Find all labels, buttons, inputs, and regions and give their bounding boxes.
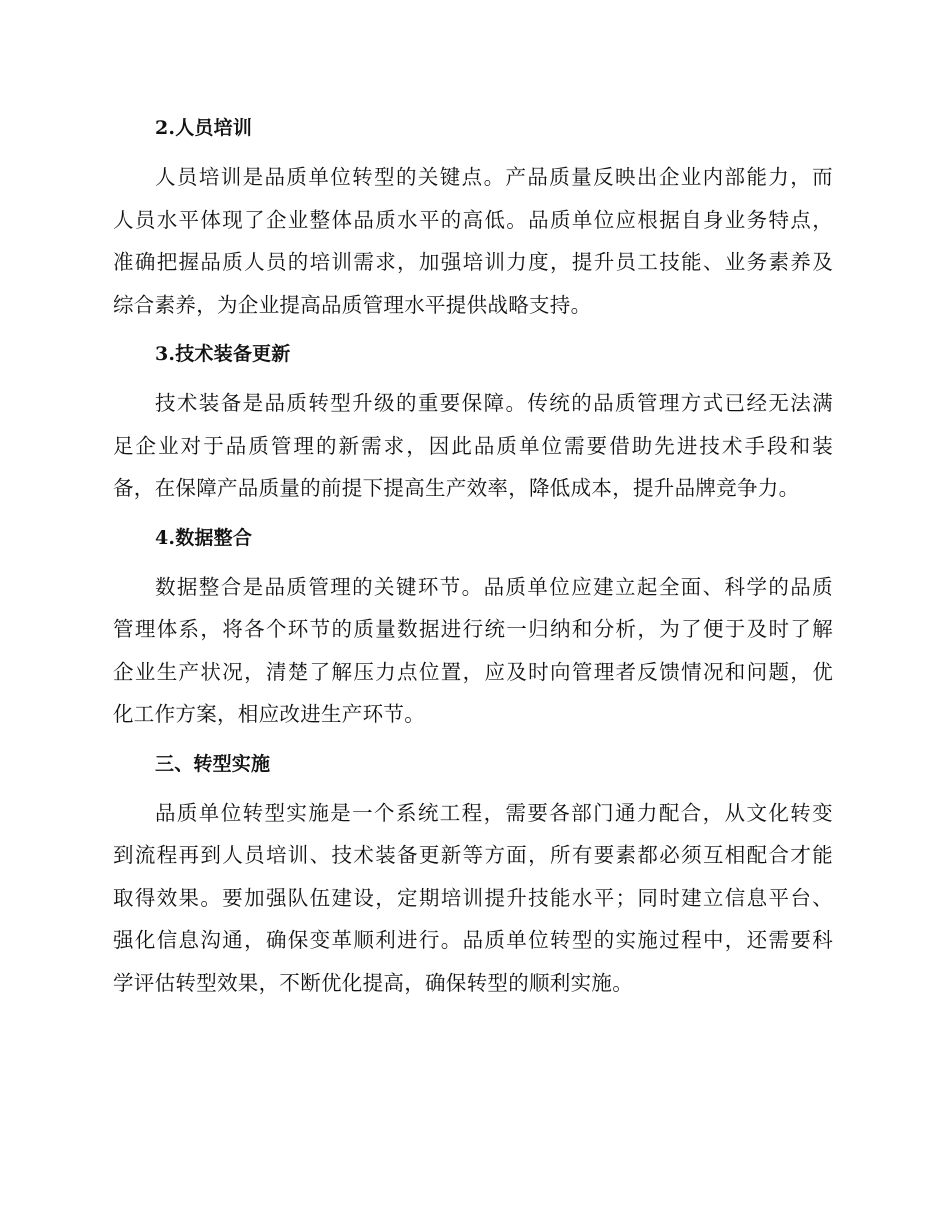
paragraph-line: 取得效果。要加强队伍建设，定期培训提升技能水平；同时建立信息平台、: [113, 885, 833, 910]
paragraph-line: 品质单位转型实施是一个系统工程，需要各部门通力配合，从文化转变: [155, 800, 833, 825]
paragraph-line: 管理体系，将各个环节的质量数据进行统一归纳和分析，为了便于及时了解: [113, 617, 833, 641]
paragraph-line: 数据整合是品质管理的关键环节。品质单位应建立起全面、科学的品质: [155, 574, 833, 599]
paragraph-line: 备，在保障产品质量的前提下提高生产效率，降低成本，提升品牌竞争力。: [113, 476, 800, 500]
paragraph-line: 准确把握品质人员的培训需求，加强培训力度，提升员工技能、业务素养及: [113, 250, 833, 274]
section-equipment-update: [113, 334, 833, 510]
section-heading: 三、转型实施: [155, 752, 271, 775]
paragraph-line: 足企业对于品质管理的新需求，因此品质单位需要借助先进技术手段和装: [113, 433, 833, 458]
document-page: [113, 108, 833, 1004]
section-heading: 4.数据整合: [155, 526, 253, 549]
section-personnel-training: [113, 108, 833, 326]
paragraph-line: 技术装备是品质转型升级的重要保障。传统的品质管理方式已经无法满: [155, 391, 833, 415]
paragraph-line: 到流程再到人员培训、技术装备更新等方面，所有要素都必须互相配合才能: [113, 843, 833, 867]
section-transformation-implementation: [113, 744, 833, 1005]
paragraph-line: 人员水平体现了企业整体品质水平的高低。品质单位应根据自身业务特点，: [113, 207, 833, 232]
paragraph-line: 化工作方案，相应改进生产环节。: [113, 702, 425, 726]
section-heading: 2.人员培训: [155, 117, 253, 139]
paragraph-line: 学评估转型效果，不断优化提高，确保转型的顺利实施。: [113, 970, 633, 995]
paragraph-line: 企业生产状况，清楚了解压力点位置，应及时向管理者反馈情况和问题，优: [113, 659, 833, 684]
paragraph-line: 综合素养，为企业提高品质管理水平提供战略支持。: [113, 292, 592, 317]
section-paragraph: [113, 792, 833, 1005]
paragraph-line: 人员培训是品质单位转型的关键点。产品质量反映出企业内部能力，而: [155, 165, 833, 189]
section-paragraph: [113, 566, 833, 736]
paragraph-line: 强化信息沟通，确保变革顺利进行。品质单位转型的实施过程中，还需要科: [113, 928, 833, 952]
section-data-integration: [113, 518, 833, 736]
section-paragraph: [113, 156, 833, 326]
section-paragraph: [113, 382, 833, 510]
section-heading: 3.技术装备更新: [155, 343, 291, 365]
